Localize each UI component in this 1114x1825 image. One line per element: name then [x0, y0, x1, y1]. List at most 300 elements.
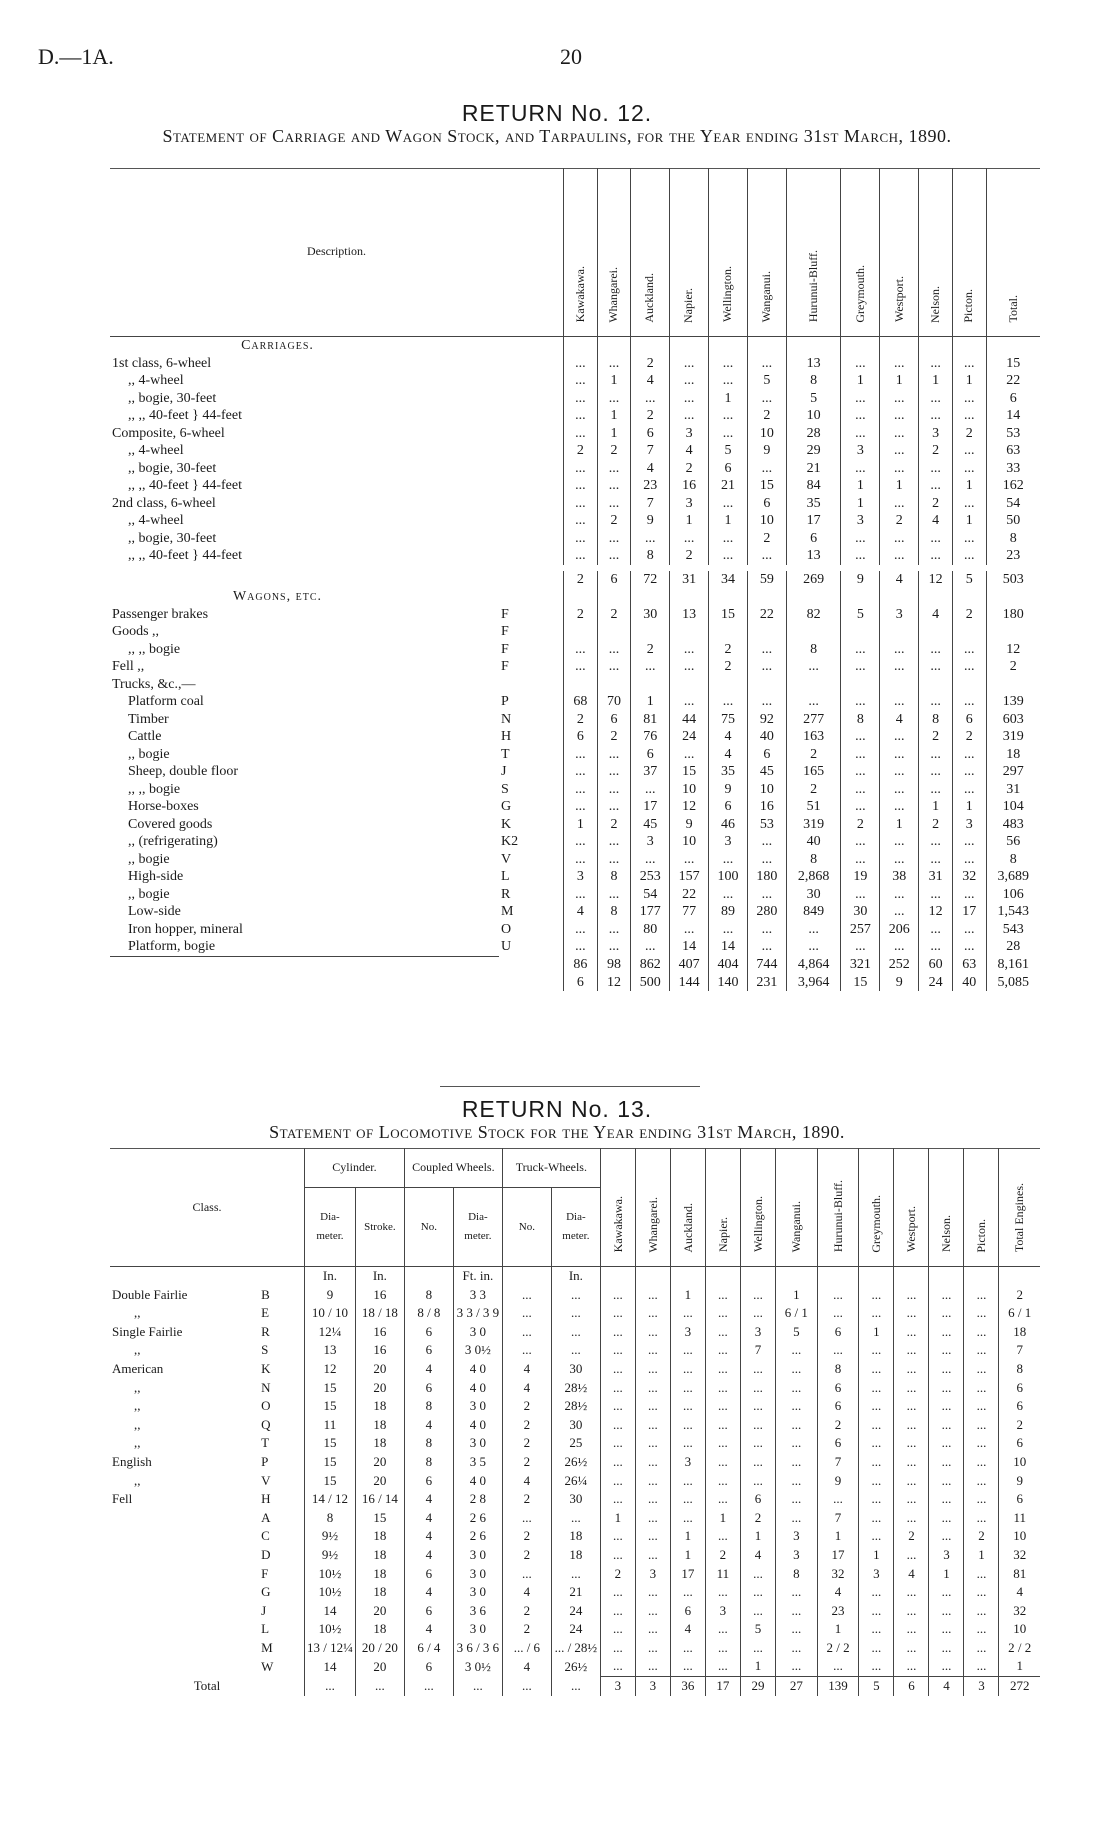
cell-value: 80 [631, 921, 670, 939]
cell-value: ... [919, 833, 953, 851]
cell-value: 6 [986, 390, 1040, 408]
col-label: Greymouth. [852, 264, 867, 323]
cell-value: ... [894, 1360, 929, 1379]
cell-value: ... [563, 355, 597, 373]
cell-value: 5 [775, 1323, 817, 1342]
cell-value: ... [952, 407, 986, 425]
cell-value: 4,864 [786, 956, 841, 974]
cell-value: ... [600, 1416, 635, 1435]
cell-value: 2 [709, 658, 748, 676]
empty-cell [859, 1267, 894, 1286]
col-label: Wanganui. [789, 1201, 804, 1253]
cell-value: 6 [817, 1379, 859, 1398]
engine-class: D [261, 1546, 271, 1562]
wagon-row [110, 746, 1040, 764]
cell-value: ... [600, 1453, 635, 1472]
cell-value: ... [841, 851, 880, 869]
cell-value: ... [563, 390, 597, 408]
empty-cell: ... [551, 1677, 600, 1696]
cell-value: ... [705, 1434, 740, 1453]
col-label: Greymouth. [869, 1194, 884, 1253]
truck-wheels-no: 4 [502, 1472, 551, 1491]
row-code: J [500, 764, 507, 779]
col-label: Whangarei. [606, 266, 621, 323]
cell-value: 30 [841, 903, 880, 921]
cell-value: 8 [786, 372, 841, 390]
empty-cell [964, 1267, 999, 1286]
cell-value: 44 [670, 711, 709, 729]
cell-value: 5 [859, 1677, 894, 1696]
row-code [499, 407, 564, 425]
cell-value: ... [919, 886, 953, 904]
empty-cell [986, 588, 1040, 606]
engine-class: J [261, 1602, 267, 1618]
cell-value: ... [600, 1304, 635, 1323]
return-12-table [110, 168, 1040, 991]
cell-value: ... [597, 938, 631, 956]
cell-value: ... [747, 641, 786, 659]
cell-value: ... [635, 1583, 670, 1602]
truck-wheels-no: ... [502, 1304, 551, 1323]
cell-value: 56 [986, 833, 1040, 851]
cell-value: ... [600, 1527, 635, 1546]
cell-value: ... [563, 641, 597, 659]
cell-value: 3 [670, 1453, 705, 1472]
cell-value: ... [597, 495, 631, 513]
coupled-wheels-no: 8 [404, 1397, 453, 1416]
coupled-wheels-diameter: 3 0 [453, 1397, 502, 1416]
cell-value: ... [894, 1323, 929, 1342]
carriage-row [110, 372, 1040, 390]
row-code [499, 512, 564, 530]
cell-value: 81 [631, 711, 670, 729]
empty-cell [841, 337, 880, 355]
cell-value: ... [929, 1657, 964, 1676]
stroke: 15 [355, 1509, 404, 1528]
cell-value: 9 [709, 781, 748, 799]
cell-value: ... [919, 851, 953, 869]
cell-value: 10 [747, 512, 786, 530]
cell-value: ... [894, 1546, 929, 1565]
locomotive-row [110, 1397, 1040, 1416]
cell-value: ... [705, 1379, 740, 1398]
wagon-row [110, 781, 1040, 799]
section-heading-row [110, 337, 1040, 355]
cell-value: 13 [670, 606, 709, 624]
cylinder-diameter: 15 [305, 1434, 356, 1453]
cell-value: ... [894, 1583, 929, 1602]
col-auckland [631, 168, 670, 337]
col-total [986, 168, 1040, 337]
engine-class: K [261, 1360, 271, 1376]
cell-value: ... [747, 851, 786, 869]
truck-wheels-diameter: ... [551, 1304, 600, 1323]
row-description: Horse-boxes [128, 799, 199, 814]
cell-value: 8 [631, 547, 670, 565]
cell-value: 1 [880, 816, 919, 834]
cell-value: 98 [597, 956, 631, 974]
cell-value: 9 [817, 1472, 859, 1491]
cell-value: 1 [597, 425, 631, 443]
row-code: P [500, 694, 509, 709]
row-code [499, 425, 564, 443]
cell-value: ... [859, 1304, 894, 1323]
coupled-wheels-no: 4 [404, 1583, 453, 1602]
section-heading: Carriages. [241, 338, 314, 353]
cell-value: ... [841, 693, 880, 711]
cell-value: ... [563, 658, 597, 676]
cell-value: ... [775, 1639, 817, 1658]
cell-value: ... [952, 851, 986, 869]
cell-value: ... [964, 1509, 999, 1528]
row-description: ,, ,, bogie [128, 781, 181, 797]
col-cyl-diameter: Dia-meter. [305, 1188, 356, 1267]
cell-value: ... [705, 1416, 740, 1435]
cell-value: ... [919, 938, 953, 956]
locomotive-row [110, 1304, 1040, 1323]
cell-value: 1 [952, 512, 986, 530]
cell-value: 6 [597, 571, 631, 589]
row-description: Fell ,, [112, 659, 145, 674]
cell-value: 2 / 2 [817, 1639, 859, 1658]
cell-value: ... [631, 530, 670, 548]
cell-value: ... [597, 355, 631, 373]
truck-wheels-diameter: 30 [551, 1360, 600, 1379]
cell-value: ... [563, 886, 597, 904]
cell-value: 2 [597, 728, 631, 746]
cell-value: ... [705, 1620, 740, 1639]
cylinder-diameter: 14 [305, 1657, 356, 1676]
cell-value: ... [775, 1341, 817, 1360]
cell-value: ... [600, 1472, 635, 1491]
cell-value: 206 [880, 921, 919, 939]
cell-value: 3 [670, 1323, 705, 1342]
cell-value: ... [563, 833, 597, 851]
cell-value: ... [597, 530, 631, 548]
truck-wheels-diameter: ... / 28½ [551, 1639, 600, 1658]
cell-value: ... [670, 1583, 705, 1602]
coupled-wheels-diameter: 3 6 [453, 1602, 502, 1621]
cell-value: 104 [986, 798, 1040, 816]
cell-value: 603 [986, 711, 1040, 729]
truck-wheels-diameter: 25 [551, 1434, 600, 1453]
col-label: Picton. [961, 288, 976, 323]
cell-value: ... [894, 1453, 929, 1472]
cell-value: ... [929, 1304, 964, 1323]
cell-value: 8 [817, 1360, 859, 1379]
wagon-row [110, 763, 1040, 781]
cell-value: ... [880, 355, 919, 373]
cell-value: 6 [563, 974, 597, 992]
cell-value: 3 [775, 1527, 817, 1546]
cylinder-diameter: 9½ [305, 1546, 356, 1565]
row-description: Sheep, double floor [128, 764, 239, 779]
cell-value: 8 [786, 851, 841, 869]
cell-value: ... [709, 425, 748, 443]
coupled-wheels-diameter: 3 0 [453, 1583, 502, 1602]
stroke: 18 [355, 1546, 404, 1565]
units-row [110, 1267, 1040, 1286]
cell-value: 4 [919, 512, 953, 530]
cell-value: 33 [986, 460, 1040, 478]
empty-cell [563, 337, 597, 355]
locomotives-total-row [110, 1677, 1040, 1696]
cell-value: ... [786, 921, 841, 939]
cell-value: 40 [786, 833, 841, 851]
col-label: Total. [1005, 295, 1020, 323]
empty-cell [952, 337, 986, 355]
empty-cell [597, 337, 631, 355]
cell-value: ... [964, 1602, 999, 1621]
cell-value: 1 [999, 1657, 1040, 1676]
cell-value: 252 [880, 956, 919, 974]
wagon-row [110, 658, 1040, 676]
cell-value: 12 [986, 641, 1040, 659]
cell-value: 257 [841, 921, 880, 939]
cell-value [670, 623, 709, 641]
col-wanganui [747, 168, 786, 337]
cell-value: 1 [670, 1546, 705, 1565]
truck-wheels-diameter: 21 [551, 1583, 600, 1602]
cell-value: ... [709, 407, 748, 425]
locomotive-row [110, 1453, 1040, 1472]
cell-value: 277 [786, 711, 841, 729]
row-description: ,, 4-wheel [128, 443, 184, 458]
cell-value: 9 [999, 1472, 1040, 1491]
cell-value: 1 [563, 816, 597, 834]
coupled-wheels-no: 6 [404, 1379, 453, 1398]
cell-value: ... [859, 1583, 894, 1602]
cell-value: ... [929, 1583, 964, 1602]
cell-value: 10 [670, 833, 709, 851]
header-row-1 [110, 1148, 1040, 1188]
coupled-wheels-diameter: 3 0 [453, 1546, 502, 1565]
cell-value: ... [600, 1639, 635, 1658]
cell-value: ... [635, 1546, 670, 1565]
cell-value: 6 [999, 1379, 1040, 1398]
empty-cell [635, 1267, 670, 1286]
cell-value: 2 [841, 816, 880, 834]
cell-value: 13 [786, 355, 841, 373]
locomotive-row [110, 1490, 1040, 1509]
cell-value: ... [597, 641, 631, 659]
cell-value: ... [563, 495, 597, 513]
cell-value: 1 [841, 477, 880, 495]
cell-value: ... [705, 1341, 740, 1360]
cell-value: ... [670, 658, 709, 676]
row-description: 2nd class, 6-wheel [112, 495, 216, 511]
cell-value: 157 [670, 868, 709, 886]
section-heading-row [110, 588, 1040, 606]
cell-value: 3 [775, 1546, 817, 1565]
empty-cell [880, 588, 919, 606]
cell-value [919, 623, 953, 641]
cell-value: ... [670, 1379, 705, 1398]
cell-value: 40 [952, 974, 986, 992]
cell-value: 1 [952, 798, 986, 816]
cell-value: 15 [747, 477, 786, 495]
cell-value: 6 [817, 1434, 859, 1453]
cell-value: 1 [841, 495, 880, 513]
cell-value: ... [600, 1546, 635, 1565]
cell-value: 34 [709, 571, 748, 589]
cell-value: ... [894, 1509, 929, 1528]
wagon-row [110, 728, 1040, 746]
cell-value: 84 [786, 477, 841, 495]
empty-cell [919, 337, 953, 355]
cell-value: 4 [709, 728, 748, 746]
empty-cell [775, 1267, 817, 1286]
cylinder-diameter: 15 [305, 1397, 356, 1416]
cell-value: 297 [986, 763, 1040, 781]
locomotive-row [110, 1341, 1040, 1360]
cell-value: 2 [986, 658, 1040, 676]
locomotive-row [110, 1657, 1040, 1676]
cell-value: 75 [709, 711, 748, 729]
cell-value [786, 623, 841, 641]
empty-cell [880, 337, 919, 355]
truck-wheels-diameter: 24 [551, 1620, 600, 1639]
truck-wheels-no: 2 [502, 1546, 551, 1565]
cell-value: 3 [841, 442, 880, 460]
cell-value: 32 [999, 1602, 1040, 1621]
cell-value: 2 [786, 746, 841, 764]
coupled-wheels-diameter: 3 6 / 3 6 [453, 1639, 502, 1658]
cell-value [563, 676, 597, 694]
cell-value: 21 [786, 460, 841, 478]
truck-wheels-diameter: 26½ [551, 1657, 600, 1676]
cell-value: ... [841, 938, 880, 956]
cell-value: ... [880, 460, 919, 478]
cell-value: ... [635, 1416, 670, 1435]
cell-value: 31 [986, 781, 1040, 799]
cell-value: 5 [786, 390, 841, 408]
cell-value: ... [880, 407, 919, 425]
truck-wheels-diameter: ... [551, 1341, 600, 1360]
cell-value: ... [880, 693, 919, 711]
cell-value: ... [670, 921, 709, 939]
row-description [110, 974, 499, 992]
cell-value: ... [952, 886, 986, 904]
cell-value: 45 [747, 763, 786, 781]
row-code [499, 495, 564, 513]
col-westport [894, 1148, 929, 1267]
cell-value: ... [563, 425, 597, 443]
empty-cell [929, 1267, 964, 1286]
stroke: 16 / 14 [355, 1490, 404, 1509]
cell-value: ... [670, 1490, 705, 1509]
cell-value: ... [631, 390, 670, 408]
cell-value: ... [880, 425, 919, 443]
stroke: 20 [355, 1472, 404, 1491]
cell-value: ... [709, 547, 748, 565]
col-coupled-wheels: Coupled Wheels. [404, 1148, 502, 1188]
cell-value: ... [859, 1620, 894, 1639]
cell-value: ... [600, 1397, 635, 1416]
cell-value [841, 623, 880, 641]
cell-value: ... [670, 641, 709, 659]
stroke: 18 / 18 [355, 1304, 404, 1323]
cell-value: 15 [709, 606, 748, 624]
cell-value: 2 / 2 [999, 1639, 1040, 1658]
cell-value: 4 [670, 1620, 705, 1639]
col-label: Wellington. [750, 1196, 765, 1253]
cell-value: 53 [986, 425, 1040, 443]
coupled-wheels-diameter: 4 0 [453, 1416, 502, 1435]
row-code [499, 460, 564, 478]
wagon-row [110, 868, 1040, 886]
cell-value: ... [841, 833, 880, 851]
coupled-wheels-no: 4 [404, 1416, 453, 1435]
coupled-wheels-no: 6 [404, 1472, 453, 1491]
cell-value: 5 [709, 442, 748, 460]
col-picton [964, 1148, 999, 1267]
col-label: Kawakawa. [572, 266, 587, 323]
cell-value: 30 [786, 886, 841, 904]
col-label: Kawakawa. [610, 1196, 625, 1253]
cell-value [986, 623, 1040, 641]
cell-value: 11 [999, 1509, 1040, 1528]
cell-value: 19 [841, 868, 880, 886]
cell-value: ... [709, 495, 748, 513]
truck-wheels-diameter: ... [551, 1286, 600, 1305]
coupled-wheels-no: 6 [404, 1602, 453, 1621]
cell-value: 2 [919, 442, 953, 460]
row-description: Cattle [128, 729, 162, 744]
empty-cell: ... [502, 1677, 551, 1696]
row-code [499, 571, 564, 589]
cell-value: 63 [986, 442, 1040, 460]
col-kawakawa [563, 168, 597, 337]
cell-value: 2 [563, 606, 597, 624]
cell-value: 483 [986, 816, 1040, 834]
cell-value: 8 [919, 711, 953, 729]
cell-value: 8 [775, 1565, 817, 1584]
cell-value [670, 676, 709, 694]
cell-value: 82 [786, 606, 841, 624]
cell-value: 106 [986, 886, 1040, 904]
cell-value: ... [635, 1397, 670, 1416]
cell-value: ... [740, 1639, 775, 1658]
carriage-row [110, 512, 1040, 530]
cell-value: 1 [705, 1509, 740, 1528]
cylinder-diameter: 9 [305, 1286, 356, 1305]
cell-value: ... [563, 530, 597, 548]
empty-cell: ... [305, 1677, 356, 1696]
cell-value: ... [880, 763, 919, 781]
row-description: Platform, bogie [128, 939, 216, 954]
cell-value: 180 [747, 868, 786, 886]
engine-type: Fell [112, 1491, 133, 1507]
cell-value: 8 [999, 1360, 1040, 1379]
cell-value: 32 [952, 868, 986, 886]
cell-value: 2 [631, 641, 670, 659]
cell-value: 1 [670, 1286, 705, 1305]
cell-value: 2 [563, 571, 597, 589]
cell-value: ... [859, 1379, 894, 1398]
cell-value: ... [929, 1360, 964, 1379]
stroke: 20 [355, 1360, 404, 1379]
cell-value: 3 [929, 1546, 964, 1565]
truck-wheels-no: 4 [502, 1583, 551, 1602]
cell-value: ... [841, 547, 880, 565]
truck-wheels-no: 2 [502, 1416, 551, 1435]
cell-value: ... [670, 1360, 705, 1379]
cell-value: 40 [747, 728, 786, 746]
engine-type: ,, [134, 1435, 141, 1451]
cell-value: 6 [740, 1490, 775, 1509]
cell-value: 1 [740, 1657, 775, 1676]
